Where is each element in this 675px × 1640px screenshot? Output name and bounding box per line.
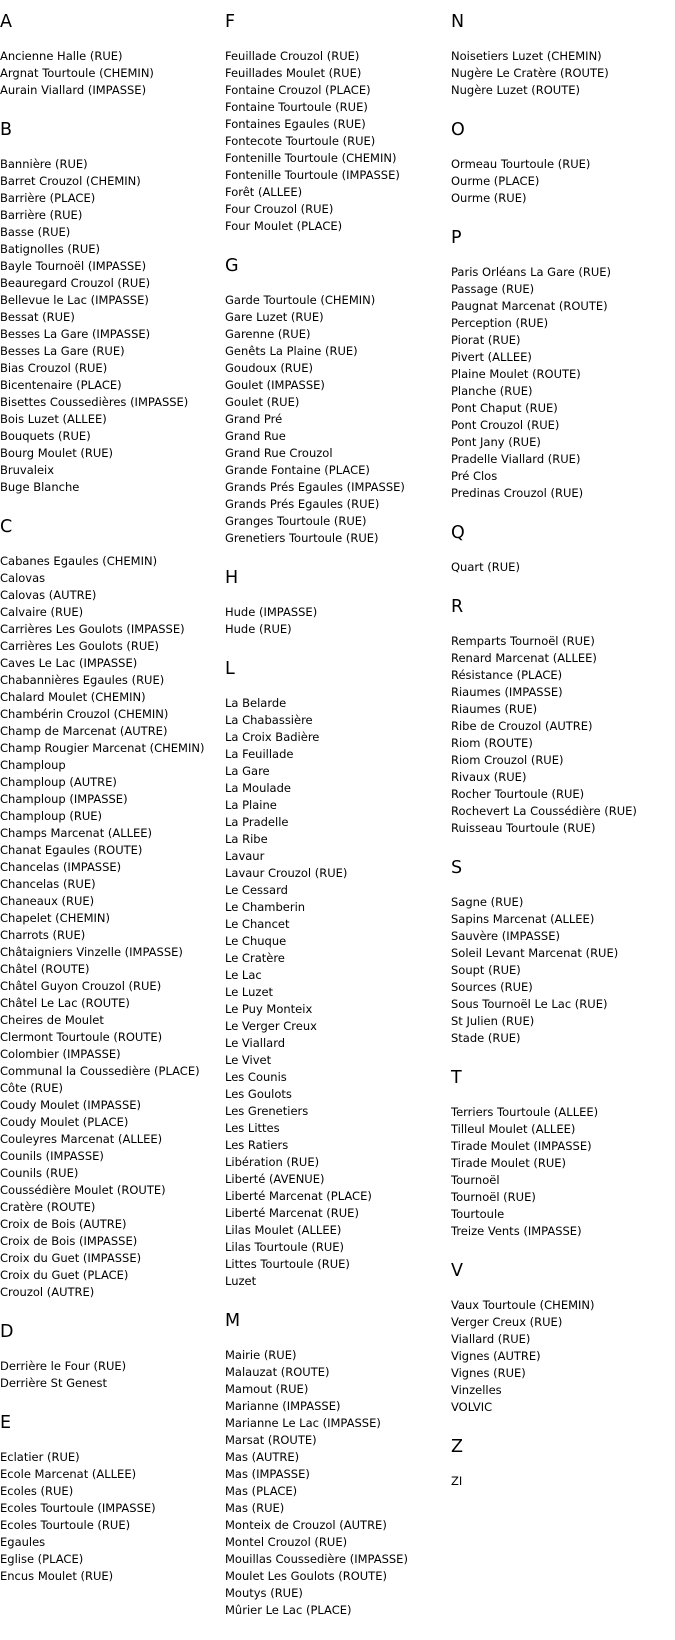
- letter-section: [451, 1437, 666, 1490]
- street-entry: Rocher Tourtoule (RUE): [451, 787, 585, 801]
- street-entry: Ecoles Tourtoule (RUE): [0, 1518, 131, 1532]
- street-entry: Sauvère (IMPASSE): [451, 929, 560, 943]
- street-entry: Passage (RUE): [451, 282, 535, 296]
- street-entry: Sagne (RUE): [451, 895, 524, 909]
- street-entry: Crouzol (AUTRE): [0, 1285, 95, 1299]
- street-entry: Fontenille Tourtoule (IMPASSE): [225, 168, 400, 182]
- letter-section: [451, 523, 666, 576]
- street-entry: La Gare: [225, 764, 270, 778]
- street-entry: Derrière le Four (RUE): [0, 1359, 127, 1373]
- street-entry: Counils (IMPASSE): [0, 1149, 104, 1163]
- street-entry: Goudoux (RUE): [225, 361, 313, 375]
- street-entry: VOLVIC: [451, 1400, 493, 1414]
- street-entry: Beauregard Crouzol (RUE): [0, 276, 151, 290]
- street-entry: Bois Luzet (ALLEE): [0, 412, 107, 426]
- street-entry: Marianne (IMPASSE): [225, 1399, 341, 1413]
- street-entry: Batignolles (RUE): [0, 242, 101, 256]
- street-entry: Egaules: [0, 1535, 46, 1549]
- street-entry: Pivert (ALLEE): [451, 350, 532, 364]
- letter-section: [0, 12, 215, 99]
- street-entry: Ormeau Tourtoule (RUE): [451, 157, 591, 171]
- street-entry: Forêt (ALLEE): [225, 185, 303, 199]
- street-entry: Le Chamberin: [225, 900, 306, 914]
- street-entry: Bourg Moulet (RUE): [0, 446, 114, 460]
- street-entry: Verger Creux (RUE): [451, 1315, 563, 1329]
- street-entry: Fontecote Tourtoule (RUE): [225, 134, 376, 148]
- section-letter-heading: S: [451, 858, 463, 878]
- street-entry: Champloup (IMPASSE): [0, 792, 128, 806]
- street-entry: Buge Blanche: [0, 480, 80, 494]
- street-entry: Vignes (RUE): [451, 1366, 526, 1380]
- street-entry: Barret Crouzol (CHEMIN): [0, 174, 141, 188]
- street-entry: Marsat (ROUTE): [225, 1433, 317, 1447]
- street-entry: Tournoël (RUE): [451, 1190, 536, 1204]
- street-entry: Le Cessard: [225, 883, 288, 897]
- street-entry: Calovas (AUTRE): [0, 588, 97, 602]
- street-entry: Feuillade Crouzol (RUE): [225, 49, 360, 63]
- street-entry: Marianne Le Lac (IMPASSE): [225, 1416, 381, 1430]
- street-entry: Renard Marcenat (ALLEE): [451, 651, 597, 665]
- street-entry: Eglise (PLACE): [0, 1552, 84, 1566]
- street-entry: Aurain Viallard (IMPASSE): [0, 83, 147, 97]
- street-entry: Rochevert La Coussédière (RUE): [451, 804, 637, 818]
- street-entry: Ecole Marcenat (ALLEE): [0, 1467, 137, 1481]
- street-entry: Nugère Luzet (ROUTE): [451, 83, 580, 97]
- street-entry: Besses La Gare (RUE): [0, 344, 125, 358]
- street-entry: Les Littes: [225, 1121, 280, 1135]
- street-entry: Vaux Tourtoule (CHEMIN): [451, 1298, 595, 1312]
- street-entry: Viallard (RUE): [451, 1332, 531, 1346]
- street-entry: Champloup: [0, 758, 66, 772]
- section-letter-heading: N: [451, 12, 465, 32]
- street-entry: Le Chancet: [225, 917, 290, 931]
- street-entry: Besses La Gare (IMPASSE): [0, 327, 151, 341]
- street-entry: Liberté Marcenat (PLACE): [225, 1189, 372, 1203]
- street-entry: Croix de Bois (AUTRE): [0, 1217, 127, 1231]
- street-entry: Ourme (PLACE): [451, 174, 540, 188]
- street-entry: Chancelas (RUE): [0, 877, 96, 891]
- street-index-column-2: [225, 12, 440, 1640]
- street-entry: Goulet (IMPASSE): [225, 378, 325, 392]
- street-entry: Four Moulet (PLACE): [225, 219, 343, 233]
- street-entry: Le Verger Creux: [225, 1019, 317, 1033]
- street-entry: Paugnat Marcenat (ROUTE): [451, 299, 608, 313]
- street-entry: Bouquets (RUE): [0, 429, 91, 443]
- street-entry: La Ribe: [225, 832, 268, 846]
- street-entry: Piorat (RUE): [451, 333, 521, 347]
- street-entry: Vignes (AUTRE): [451, 1349, 541, 1363]
- street-entry: Les Goulots: [225, 1087, 292, 1101]
- street-entry: Littes Tourtoule (RUE): [225, 1257, 350, 1271]
- street-entry: Champloup (RUE): [0, 809, 102, 823]
- street-entry: Le Cratère: [225, 951, 285, 965]
- street-entry: Les Ratiers: [225, 1138, 289, 1152]
- street-entry: Les Grenetiers: [225, 1104, 309, 1118]
- street-entry: Charrots (RUE): [0, 928, 86, 942]
- street-entry: Luzet: [225, 1274, 257, 1288]
- street-entry: Paris Orléans La Gare (RUE): [451, 265, 611, 279]
- street-entry: La Feuillade: [225, 747, 294, 761]
- street-entry: Hude (RUE): [225, 622, 292, 636]
- street-entry: Ribe de Crouzol (AUTRE): [451, 719, 593, 733]
- street-entry: Garde Tourtoule (CHEMIN): [225, 293, 376, 307]
- street-entry: Sous Tournoël Le Lac (RUE): [451, 997, 608, 1011]
- street-entry: Barrière (PLACE): [0, 191, 96, 205]
- letter-section: [451, 1068, 666, 1240]
- street-entry: Résistance (PLACE): [451, 668, 563, 682]
- street-entry: Liberté Marcenat (RUE): [225, 1206, 359, 1220]
- street-entry: Ourme (RUE): [451, 191, 527, 205]
- street-entry: Le Puy Monteix: [225, 1002, 313, 1016]
- section-letter-heading: R: [451, 597, 464, 617]
- street-entry: Sapins Marcenat (ALLEE): [451, 912, 595, 926]
- street-entry: Encus Moulet (RUE): [0, 1569, 114, 1583]
- section-letter-heading: L: [225, 659, 235, 679]
- letter-section: [0, 517, 215, 1301]
- street-entry: Ruisseau Tourtoule (RUE): [451, 821, 596, 835]
- street-entry: Bannière (RUE): [0, 157, 88, 171]
- street-entry: Mairie (RUE): [225, 1348, 297, 1362]
- street-entry: Lavaur: [225, 849, 265, 863]
- letter-section: [225, 659, 440, 1290]
- street-entry: Sources (RUE): [451, 980, 533, 994]
- street-entry: Tourtoule: [451, 1207, 505, 1221]
- street-entry: Chalard Moulet (CHEMIN): [0, 690, 146, 704]
- street-entry: Châtel Le Lac (ROUTE): [0, 996, 130, 1010]
- letter-section: [225, 568, 440, 638]
- street-entry: Eclatier (RUE): [0, 1450, 80, 1464]
- street-entry: Mas (IMPASSE): [225, 1467, 310, 1481]
- street-entry: Fontaine Tourtoule (RUE): [225, 100, 368, 114]
- street-entry: Argnat Tourtoule (CHEMIN): [0, 66, 154, 80]
- street-entry: La Chabassière: [225, 713, 313, 727]
- letter-section: [225, 12, 440, 235]
- street-entry: Riaumes (RUE): [451, 702, 538, 716]
- street-entry: Pré Clos: [451, 469, 498, 483]
- street-index-column-3: [451, 12, 666, 1511]
- street-entry: Tirade Moulet (IMPASSE): [451, 1139, 592, 1153]
- letter-section: [0, 1413, 215, 1585]
- street-entry: Rivaux (RUE): [451, 770, 527, 784]
- street-entry: Terriers Tourtoule (ALLEE): [451, 1105, 599, 1119]
- street-entry: Le Luzet: [225, 985, 274, 999]
- street-entry: Communal la Coussedière (PLACE): [0, 1064, 200, 1078]
- street-entry: Riom Crouzol (RUE): [451, 753, 564, 767]
- street-entry: Croix du Guet (IMPASSE): [0, 1251, 142, 1265]
- street-entry: Cratère (ROUTE): [0, 1200, 96, 1214]
- street-entry: Fontenille Tourtoule (CHEMIN): [225, 151, 397, 165]
- street-entry: Le Viallard: [225, 1036, 286, 1050]
- section-letter-heading: G: [225, 256, 239, 276]
- street-entry: Lilas Tourtoule (RUE): [225, 1240, 345, 1254]
- street-entry: Garenne (RUE): [225, 327, 311, 341]
- street-entry: Pont Jany (RUE): [451, 435, 541, 449]
- letter-section: [451, 597, 666, 837]
- street-entry: Genêts La Plaine (RUE): [225, 344, 358, 358]
- section-letter-heading: P: [451, 228, 462, 248]
- street-entry: Predinas Crouzol (RUE): [451, 486, 584, 500]
- street-entry: Bias Crouzol (RUE): [0, 361, 108, 375]
- street-entry: Plaine Moulet (ROUTE): [451, 367, 581, 381]
- street-entry: Chapelet (CHEMIN): [0, 911, 111, 925]
- street-entry: Cabanes Egaules (CHEMIN): [0, 554, 158, 568]
- street-entry: Grand Pré: [225, 412, 283, 426]
- street-entry: Caves Le Lac (IMPASSE): [0, 656, 138, 670]
- street-entry: Bayle Tournoël (IMPASSE): [0, 259, 147, 273]
- street-entry: Champs Marcenat (ALLEE): [0, 826, 153, 840]
- street-entry: Champ de Marcenat (AUTRE): [0, 724, 168, 738]
- street-entry: Four Crouzol (RUE): [225, 202, 334, 216]
- street-entry: Ecoles (RUE): [0, 1484, 74, 1498]
- street-entry: Mouillas Coussedière (IMPASSE): [225, 1552, 408, 1566]
- street-entry: Grands Prés Egaules (RUE): [225, 497, 380, 511]
- street-entry: Planche (RUE): [451, 384, 533, 398]
- street-entry: Feuillades Moulet (RUE): [225, 66, 362, 80]
- street-entry: Pont Chaput (RUE): [451, 401, 558, 415]
- street-entry: Grand Rue Crouzol: [225, 446, 333, 460]
- street-entry: Carrières Les Goulots (IMPASSE): [0, 622, 185, 636]
- street-entry: Hude (IMPASSE): [225, 605, 318, 619]
- section-letter-heading: M: [225, 1311, 241, 1331]
- street-entry: Mas (PLACE): [225, 1484, 298, 1498]
- street-entry: Châtaigniers Vinzelle (IMPASSE): [0, 945, 183, 959]
- section-letter-heading: O: [451, 120, 465, 140]
- section-letter-heading: V: [451, 1261, 463, 1281]
- section-letter-heading: F: [225, 12, 236, 32]
- street-entry: Mas (AUTRE): [225, 1450, 300, 1464]
- street-entry: Calvaire (RUE): [0, 605, 84, 619]
- street-entry: Bicentenaire (PLACE): [0, 378, 122, 392]
- street-entry: La Plaine: [225, 798, 277, 812]
- street-entry: Fontaines Egaules (RUE): [225, 117, 366, 131]
- street-entry: Chanat Egaules (ROUTE): [0, 843, 143, 857]
- section-letter-heading: D: [0, 1322, 14, 1342]
- letter-section: [451, 1261, 666, 1416]
- street-entry: Châtel Guyon Crouzol (RUE): [0, 979, 162, 993]
- street-entry: Basse (RUE): [0, 225, 71, 239]
- section-letter-heading: Z: [451, 1437, 463, 1457]
- street-entry: Grande Fontaine (PLACE): [225, 463, 370, 477]
- street-entry: Chaneaux (RUE): [0, 894, 95, 908]
- section-letter-heading: T: [451, 1068, 462, 1088]
- street-entry: Coussédière Moulet (ROUTE): [0, 1183, 166, 1197]
- street-entry: Riom (ROUTE): [451, 736, 533, 750]
- street-entry: Counils (RUE): [0, 1166, 79, 1180]
- street-entry: Tirade Moulet (RUE): [451, 1156, 566, 1170]
- street-entry: Granges Tourtoule (RUE): [225, 514, 367, 528]
- letter-section: [451, 228, 666, 502]
- letter-section: [451, 120, 666, 207]
- street-entry: Bisettes Coussedières (IMPASSE): [0, 395, 189, 409]
- letter-section: [451, 12, 666, 99]
- street-entry: Moutys (RUE): [225, 1586, 303, 1600]
- street-entry: Calovas: [0, 571, 46, 585]
- street-entry: Soleil Levant Marcenat (RUE): [451, 946, 619, 960]
- street-entry: Champ Rougier Marcenat (CHEMIN): [0, 741, 205, 755]
- street-entry: Mas (RUE): [225, 1501, 285, 1515]
- street-entry: Stade (RUE): [451, 1031, 521, 1045]
- street-entry: Châtel (ROUTE): [0, 962, 90, 976]
- street-entry: Goulet (RUE): [225, 395, 300, 409]
- street-entry: Côte (RUE): [0, 1081, 63, 1095]
- street-entry: Barrière (RUE): [0, 208, 83, 222]
- street-entry: Bessat (RUE): [0, 310, 75, 324]
- street-entry: Grands Prés Egaules (IMPASSE): [225, 480, 405, 494]
- street-entry: Nugère Le Cratère (ROUTE): [451, 66, 609, 80]
- street-entry: Chancelas (IMPASSE): [0, 860, 122, 874]
- street-entry: Coudy Moulet (PLACE): [0, 1115, 129, 1129]
- street-entry: Malauzat (ROUTE): [225, 1365, 330, 1379]
- street-entry: La Pradelle: [225, 815, 289, 829]
- street-entry: Mûrier Le Lac (PLACE): [225, 1603, 352, 1617]
- street-entry: ZI: [451, 1474, 463, 1488]
- street-entry: Moulet Les Goulots (ROUTE): [225, 1569, 387, 1583]
- street-entry: Vinzelles: [451, 1383, 502, 1397]
- section-letter-heading: E: [0, 1413, 12, 1433]
- street-entry: Montel Crouzol (RUE): [225, 1535, 348, 1549]
- street-entry: Bruvaleix: [0, 463, 55, 477]
- street-entry: Pradelle Viallard (RUE): [451, 452, 581, 466]
- letter-section: [451, 858, 666, 1047]
- street-entry: Chabannières Egaules (RUE): [0, 673, 165, 687]
- street-entry: Chambérin Crouzol (CHEMIN): [0, 707, 169, 721]
- street-entry: Le Vivet: [225, 1053, 272, 1067]
- street-entry: Treize Vents (IMPASSE): [451, 1224, 582, 1238]
- street-entry: Perception (RUE): [451, 316, 549, 330]
- street-entry: Liberté (AVENUE): [225, 1172, 325, 1186]
- street-entry: Les Counis: [225, 1070, 287, 1084]
- street-index-column-1: [0, 12, 215, 1606]
- street-entry: Noisetiers Luzet (CHEMIN): [451, 49, 602, 63]
- street-entry: Soupt (RUE): [451, 963, 521, 977]
- street-entry: Fontaine Crouzol (PLACE): [225, 83, 371, 97]
- street-entry: Tilleul Moulet (ALLEE): [451, 1122, 576, 1136]
- section-letter-heading: C: [0, 517, 13, 537]
- street-entry: Couleyres Marcenat (ALLEE): [0, 1132, 163, 1146]
- street-entry: La Croix Badière: [225, 730, 320, 744]
- street-entry: Pont Crouzol (RUE): [451, 418, 560, 432]
- street-entry: Grand Rue: [225, 429, 286, 443]
- street-entry: Coudy Moulet (IMPASSE): [0, 1098, 142, 1112]
- street-entry: Riaumes (IMPASSE): [451, 685, 563, 699]
- street-entry: Colombier (IMPASSE): [0, 1047, 121, 1061]
- street-entry: Mamout (RUE): [225, 1382, 309, 1396]
- street-entry: La Moulade: [225, 781, 291, 795]
- street-entry: Grenetiers Tourtoule (RUE): [225, 531, 379, 545]
- street-entry: Quart (RUE): [451, 560, 520, 574]
- street-entry: Libération (RUE): [225, 1155, 320, 1169]
- section-letter-heading: H: [225, 568, 239, 588]
- street-entry: Croix du Guet (PLACE): [0, 1268, 129, 1282]
- street-entry: La Belarde: [225, 696, 287, 710]
- street-entry: Clermont Tourtoule (ROUTE): [0, 1030, 163, 1044]
- street-entry: Cheires de Moulet: [0, 1013, 104, 1027]
- letter-section: [0, 120, 215, 496]
- street-entry: Monteix de Crouzol (AUTRE): [225, 1518, 387, 1532]
- street-entry: Derrière St Genest: [0, 1376, 107, 1390]
- street-entry: Bellevue le Lac (IMPASSE): [0, 293, 149, 307]
- street-entry: Croix de Bois (IMPASSE): [0, 1234, 138, 1248]
- letter-section: [225, 256, 440, 547]
- street-entry: Le Lac: [225, 968, 262, 982]
- street-entry: Lilas Moulet (ALLEE): [225, 1223, 342, 1237]
- street-entry: Ancienne Halle (RUE): [0, 49, 123, 63]
- street-entry: Remparts Tournoël (RUE): [451, 634, 595, 648]
- street-entry: St Julien (RUE): [451, 1014, 535, 1028]
- street-entry: Gare Luzet (RUE): [225, 310, 324, 324]
- street-entry: Tournoël: [451, 1173, 500, 1187]
- street-entry: Champloup (AUTRE): [0, 775, 117, 789]
- street-entry: Ecoles Tourtoule (IMPASSE): [0, 1501, 156, 1515]
- street-entry: Carrières Les Goulots (RUE): [0, 639, 159, 653]
- letter-section: [0, 1322, 215, 1392]
- section-letter-heading: Q: [451, 523, 465, 543]
- street-entry: Lavaur Crouzol (RUE): [225, 866, 348, 880]
- letter-section: [225, 1311, 440, 1619]
- section-letter-heading: B: [0, 120, 13, 140]
- street-entry: Le Chuque: [225, 934, 287, 948]
- section-letter-heading: A: [0, 12, 12, 32]
